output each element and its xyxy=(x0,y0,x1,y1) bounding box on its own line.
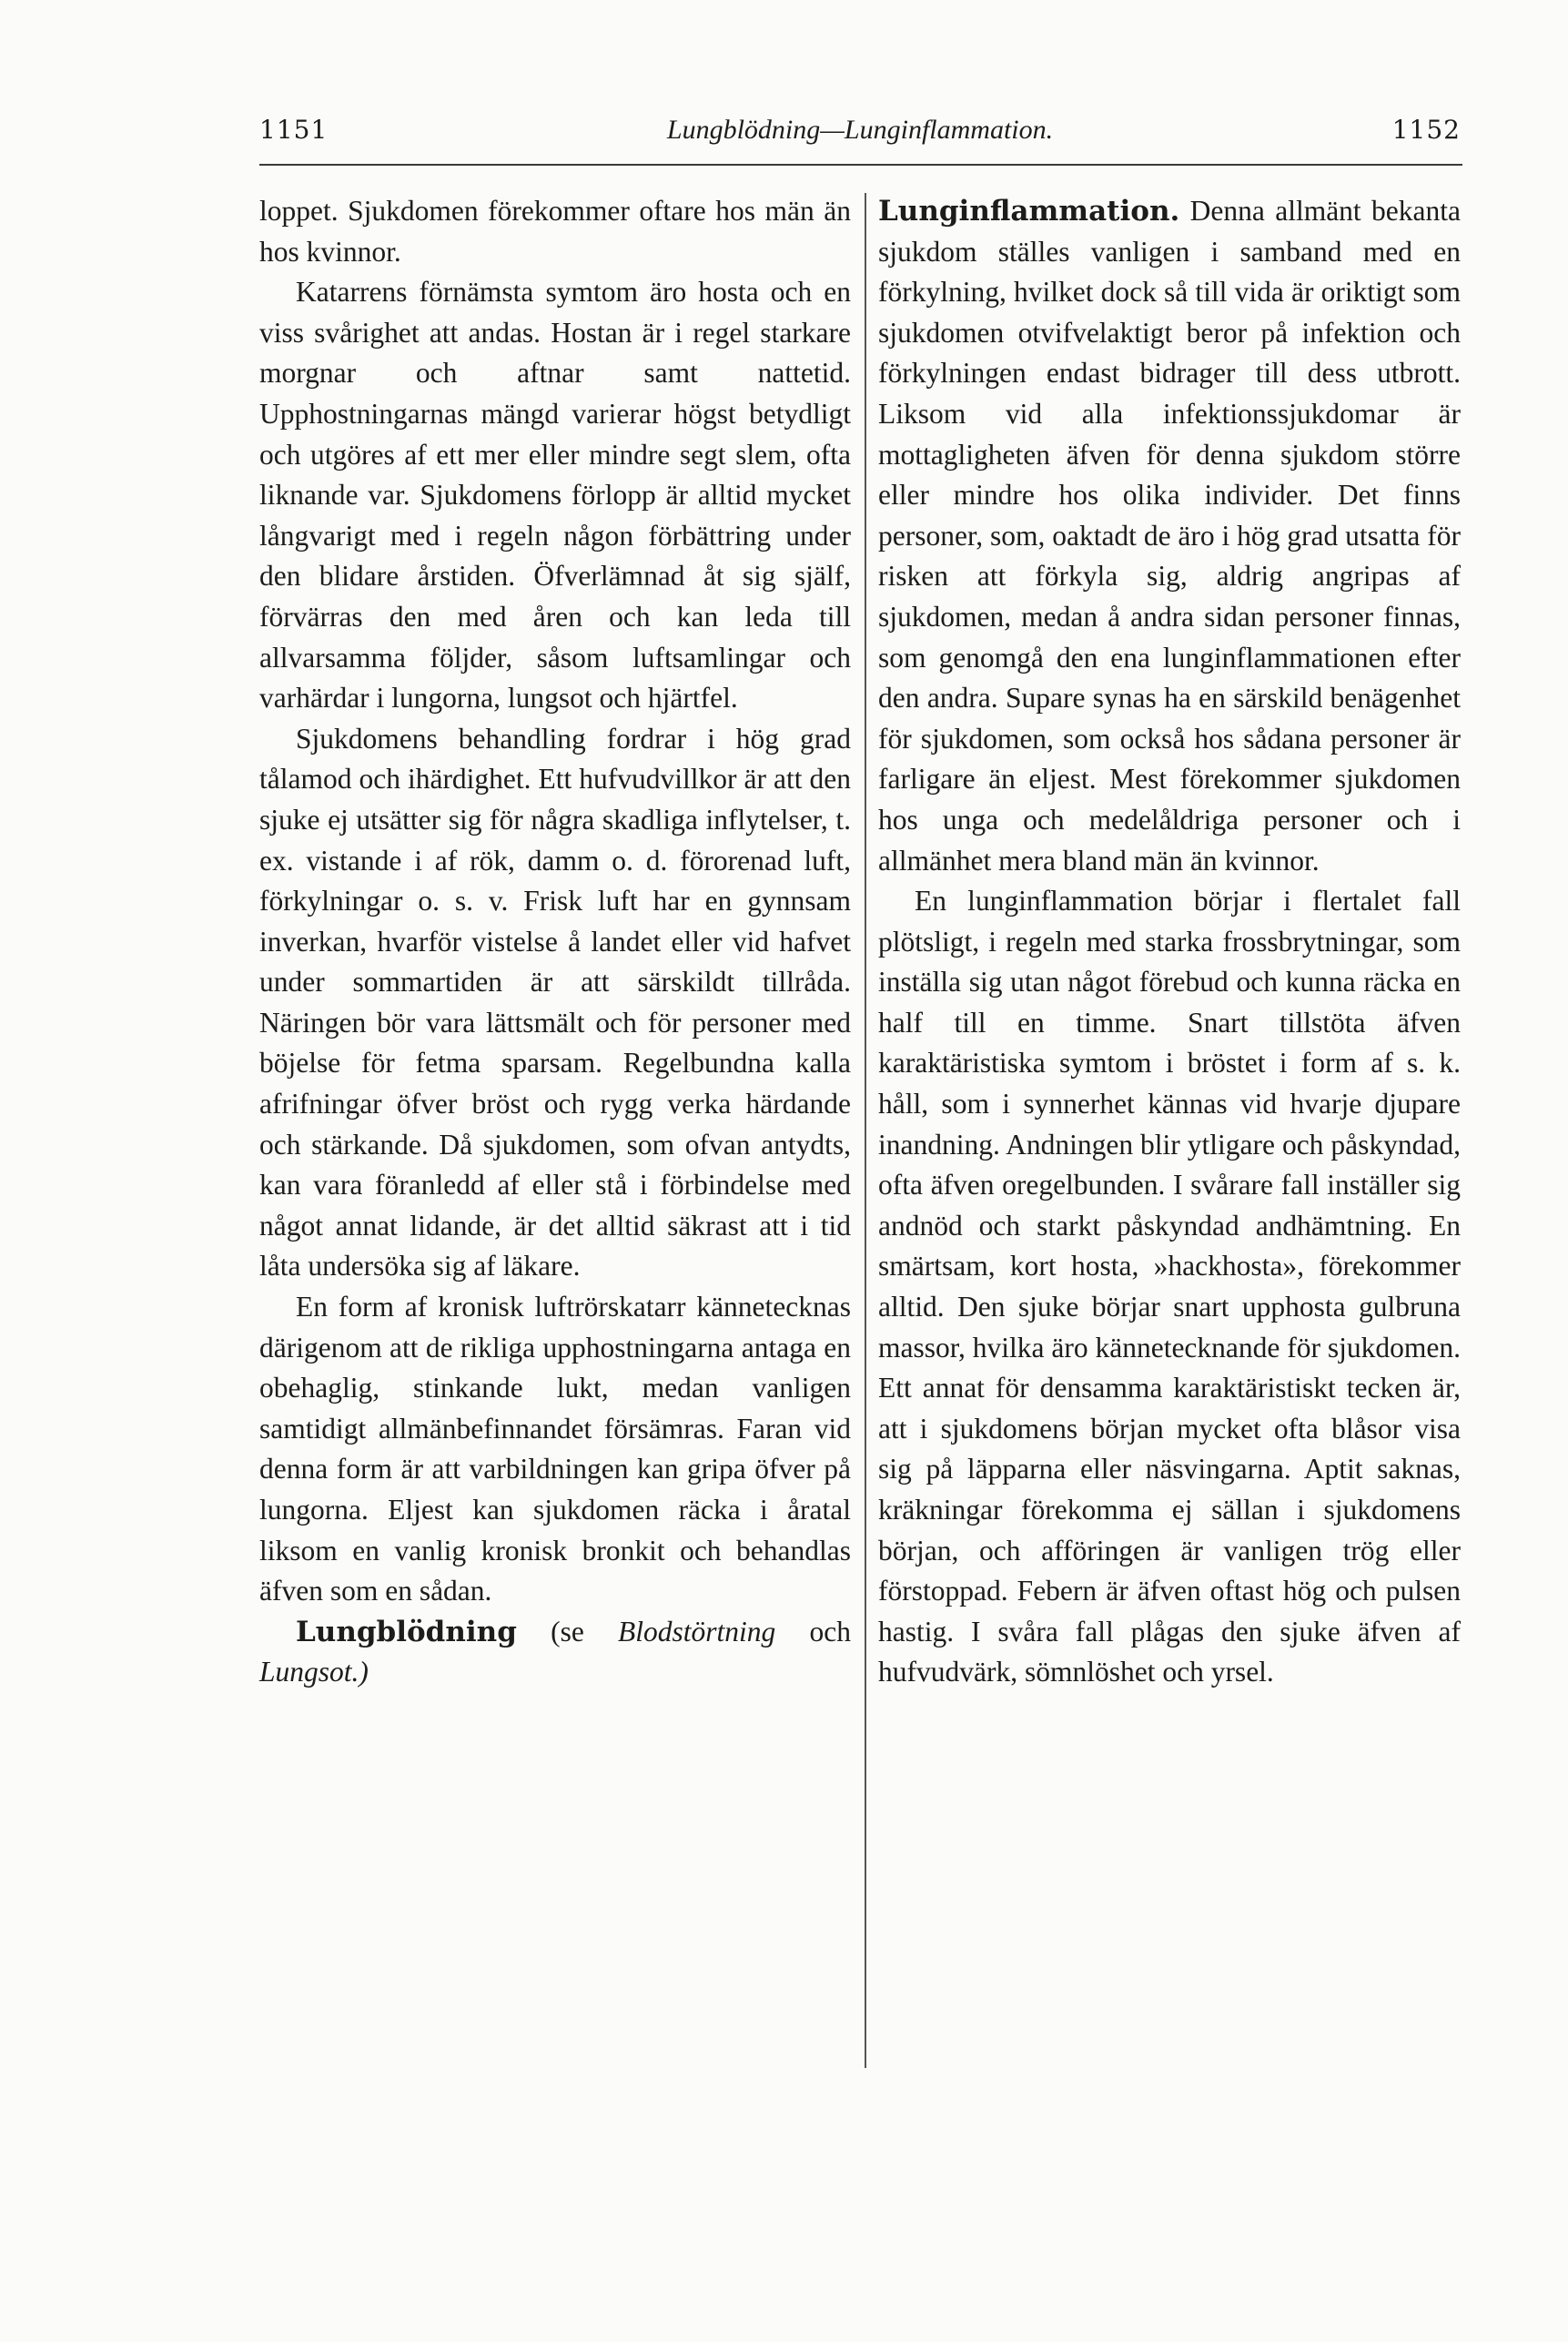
right-paragraph-1: Denna allmänt bekanta sjukdom ställes vanligen i samband med en förkylning, hvilket dock så till vida är oriktigt som sjukdomen otvifvelaktigt beror på infektion och förkylningen endast bidrager till dess utbrott. Liksom vid alla infektionssjukdomar är mottagligheten äfven för denna sjukdom större eller mindre hos olika individer. Det finns personer, som, oaktadt de äro i hög grad utsatta för risken att förkyla sig, aldrig angripas af sjukdomen, medan å andra sidan personer finnas, som genomgå den ena lunginflammationen efter den andra. Supare synas ha en särskild benägenhet för sjukdomen, som också hos sådana personer är farligare än eljest. Mest förekommer sjukdomen hos unga och medelåldriga personer och i allmänhet mera bland män än kvinnor. xyxy=(878,195,1461,877)
column-divider xyxy=(865,193,866,2068)
page-number-right: 1152 xyxy=(1391,115,1461,145)
entry-text: (se xyxy=(516,1615,619,1648)
entry-text: och xyxy=(775,1615,852,1648)
entry-lunginflammation xyxy=(878,191,1461,881)
cross-reference: Lungsot.) xyxy=(259,1656,369,1688)
right-paragraph-2: En lunginflammation börjar i flertalet fall plötsligt, i regeln med starka frossbrytningar, som inställa sig utan något förebud och kunna räcka en half till en timme. Snart tillstöta äfven karaktäristiska symtom i bröstet i form af s. k. håll, som i synnerhet kännas vid hvarje djupare inandning. Andningen blir ytligare och påskyndad, ofta äfven oregelbunden. I svårare fall inställer sig andnöd och starkt påskyndad andhämtning. En smärtsam, kort hosta, »hackhosta», förekommer alltid. Den sjuke börjar snart upphosta gulbruna massor, hvilka äro kännetecknande för sjukdomen. Ett annat för densamma karaktäristiskt tecken är, att i sjukdomens början mycket ofta blåsor visa sig på läpparna eller näsvingarna. Aptit saknas, kräkningar förekomma ej sällan i sjukdomens början, och afföringen är vanligen trög eller förstoppad. Febern är äfven oftast hög och pulsen hastig. I svåra fall plågas den sjuke äfven af hufvudvärk, sömnlöshet och yrsel. xyxy=(878,885,1461,1688)
entry-heading: Lunginflammation. xyxy=(878,195,1180,228)
left-paragraph-4: En form af kronisk luftrörskatarr kännetecknas därigenom att de rikliga upphostningarna antaga en obehaglig, stinkande lukt, medan vanligen samtidigt allmänbefinnandet försämras. Faran vid denna form är att varbildningen kan gripa öfver på lungorna. Eljest kan sjukdomen räcka i åratal liksom en vanlig kronisk bronkit och behandlas äfven som en sådan. xyxy=(259,1291,851,1607)
header-rule xyxy=(259,164,1462,166)
entry-lungblodning xyxy=(259,1612,851,1693)
left-paragraph-1: loppet. Sjukdomen förekommer oftare hos män än hos kvinnor. xyxy=(259,195,851,268)
right-column xyxy=(878,191,1461,1693)
left-paragraph-2: Katarrens förnämsta symtom äro hosta och en viss svårighet att andas. Hostan är i regel starkare morgnar och aftnar samt nattetid. Upphostningarnas mängd varierar högst betydligt och utgöres af ett mer eller mindre segt slem, ofta liknande var. Sjukdomens förlopp är alltid mycket långvarigt med i regeln någon förbättring under den blidare årstiden. Öfverlämnad åt sig själf, förvärras den med åren och kan leda till allvarsamma följder, såsom luftsamlingar och varhärdar i lungorna, lungsot och hjärtfel. xyxy=(259,276,851,715)
left-paragraph-3: Sjukdomens behandling fordrar i hög grad tålamod och ihärdighet. Ett hufvudvillkor är att den sjuke ej utsätter sig för några skadliga inflytelser, t. ex. vistande i af rök, damm o. d. förorenad luft, förkylningar o. s. v. Frisk luft har en gynnsam inverkan, hvarför vistelse å landet eller vid hafvet under sommartiden är att särskildt tillråda. Näringen bör vara lättsmält och för personer med böjelse för fetma sparsam. Regelbundna kalla afrifningar öfver bröst och rygg verka härdande och stärkande. Då sjukdomen, som ofvan antydts, kan vara föranledd af eller stå i förbindelse med något annat lidande, är det alltid säkrast att i tid låta undersöka sig af läkare. xyxy=(259,722,851,1283)
page-number-left: 1151 xyxy=(259,115,329,145)
entry-heading: Lungblödning xyxy=(296,1615,517,1648)
cross-reference: Blodstörtning xyxy=(618,1615,776,1648)
page-header xyxy=(259,115,1461,160)
left-column xyxy=(259,191,851,1693)
running-title: Lungblödning—Lunginflammation. xyxy=(666,115,1054,145)
